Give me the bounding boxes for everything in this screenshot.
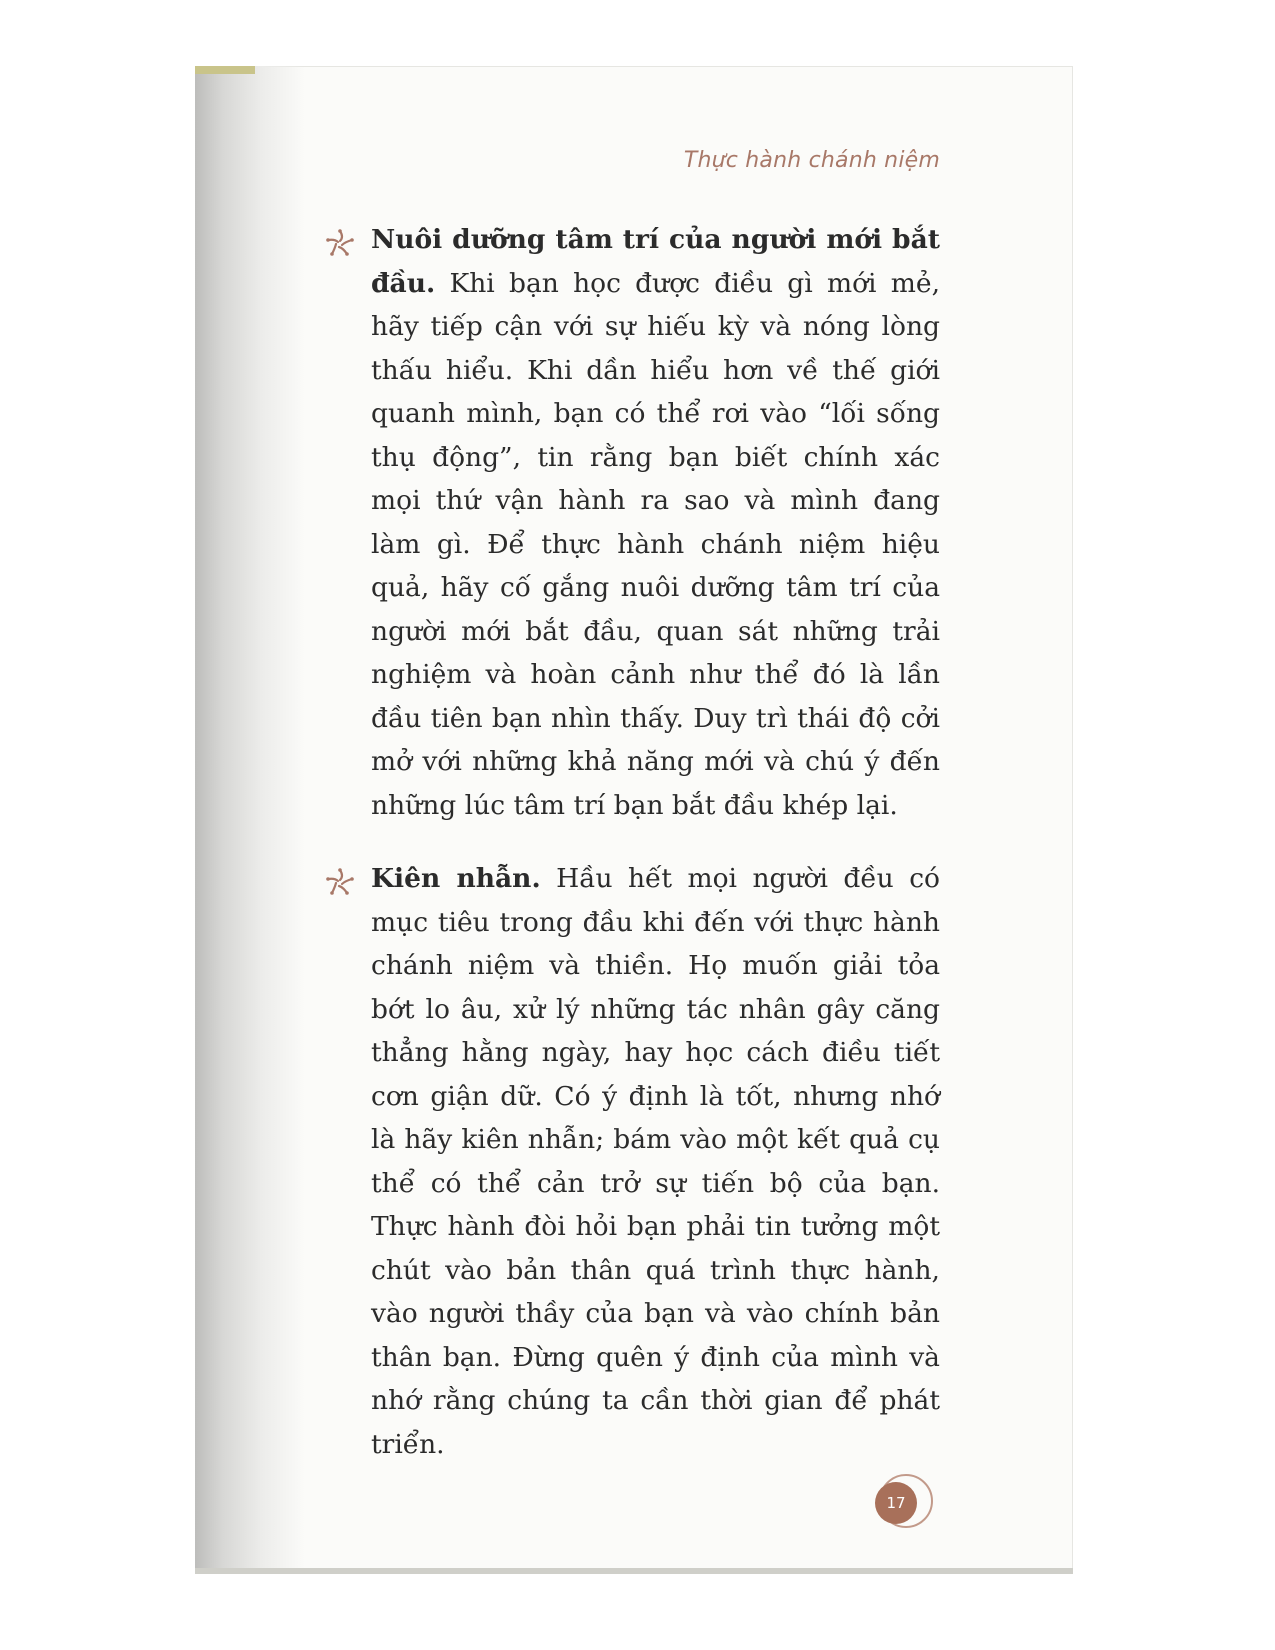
entry-body: Hầu hết mọi người đều có mục tiêu trong đầu khi đến với thực hành chánh niệm và thiền. Họ muốn giải tỏa bớt lo âu, xử lý những tác nhân gây căng thẳng hằng ngày, hay học cách điều tiết cơn giận dữ. Có ý định là tốt, nhưng nhớ là hãy kiên nhẫn; bám vào một kết quả cụ thể có thể cản trở sự tiến bộ của bạn. Thực hành đòi hỏi bạn phải tin tưởng một chút vào bản thân quá trình thực hành, vào người thầy của bạn và vào chính bản thân bạn. Đừng quên ý định của mình và nhớ rằng chúng ta cần thời gian để phát triển. bbox=[371, 863, 940, 1460]
page-bottom-edge bbox=[195, 1568, 1073, 1574]
entry-body: Khi bạn học được điều gì mới mẻ, hãy tiếp cận với sự hiếu kỳ và nóng lòng thấu hiểu. Khi dần hiểu hơn về thế giới quanh mình, bạn có thể rơi vào “lối sống thụ động”, tin rằng bạn biết chính xác mọi thứ vận hành ra sao và mình đang làm gì. Để thực hành chánh niệm hiệu quả, hãy cố gắng nuôi dưỡng tâm trí của người mới bắt đầu, quan sát những trải nghiệm và hoàn cảnh như thể đó là lần đầu tiên bạn nhìn thấy. Duy trì thái độ cởi mở với những khả năng mới và chú ý đến những lúc tâm trí bạn bắt đầu khép lại. bbox=[371, 267, 940, 821]
bullet-entry-beginner-mind bbox=[325, 218, 940, 827]
bullet-entry-patience bbox=[325, 857, 940, 1466]
entry-paragraph bbox=[371, 218, 940, 827]
page-content bbox=[325, 218, 940, 1496]
page-edge-strip bbox=[195, 66, 255, 74]
entry-lead: Kiên nhẫn. bbox=[371, 863, 541, 894]
star-bullet-icon bbox=[325, 867, 355, 897]
entry-lead: Nuôi dưỡng tâm trí của người mới bắt đầu. bbox=[371, 224, 940, 299]
star-bullet-icon bbox=[325, 228, 355, 258]
page-number: 17 bbox=[875, 1482, 917, 1524]
book-page bbox=[195, 66, 1073, 1574]
page-number-badge bbox=[875, 1474, 933, 1532]
spine-shadow bbox=[195, 66, 305, 1574]
running-header: Thực hành chánh niệm bbox=[683, 148, 940, 173]
entry-paragraph bbox=[371, 857, 940, 1466]
